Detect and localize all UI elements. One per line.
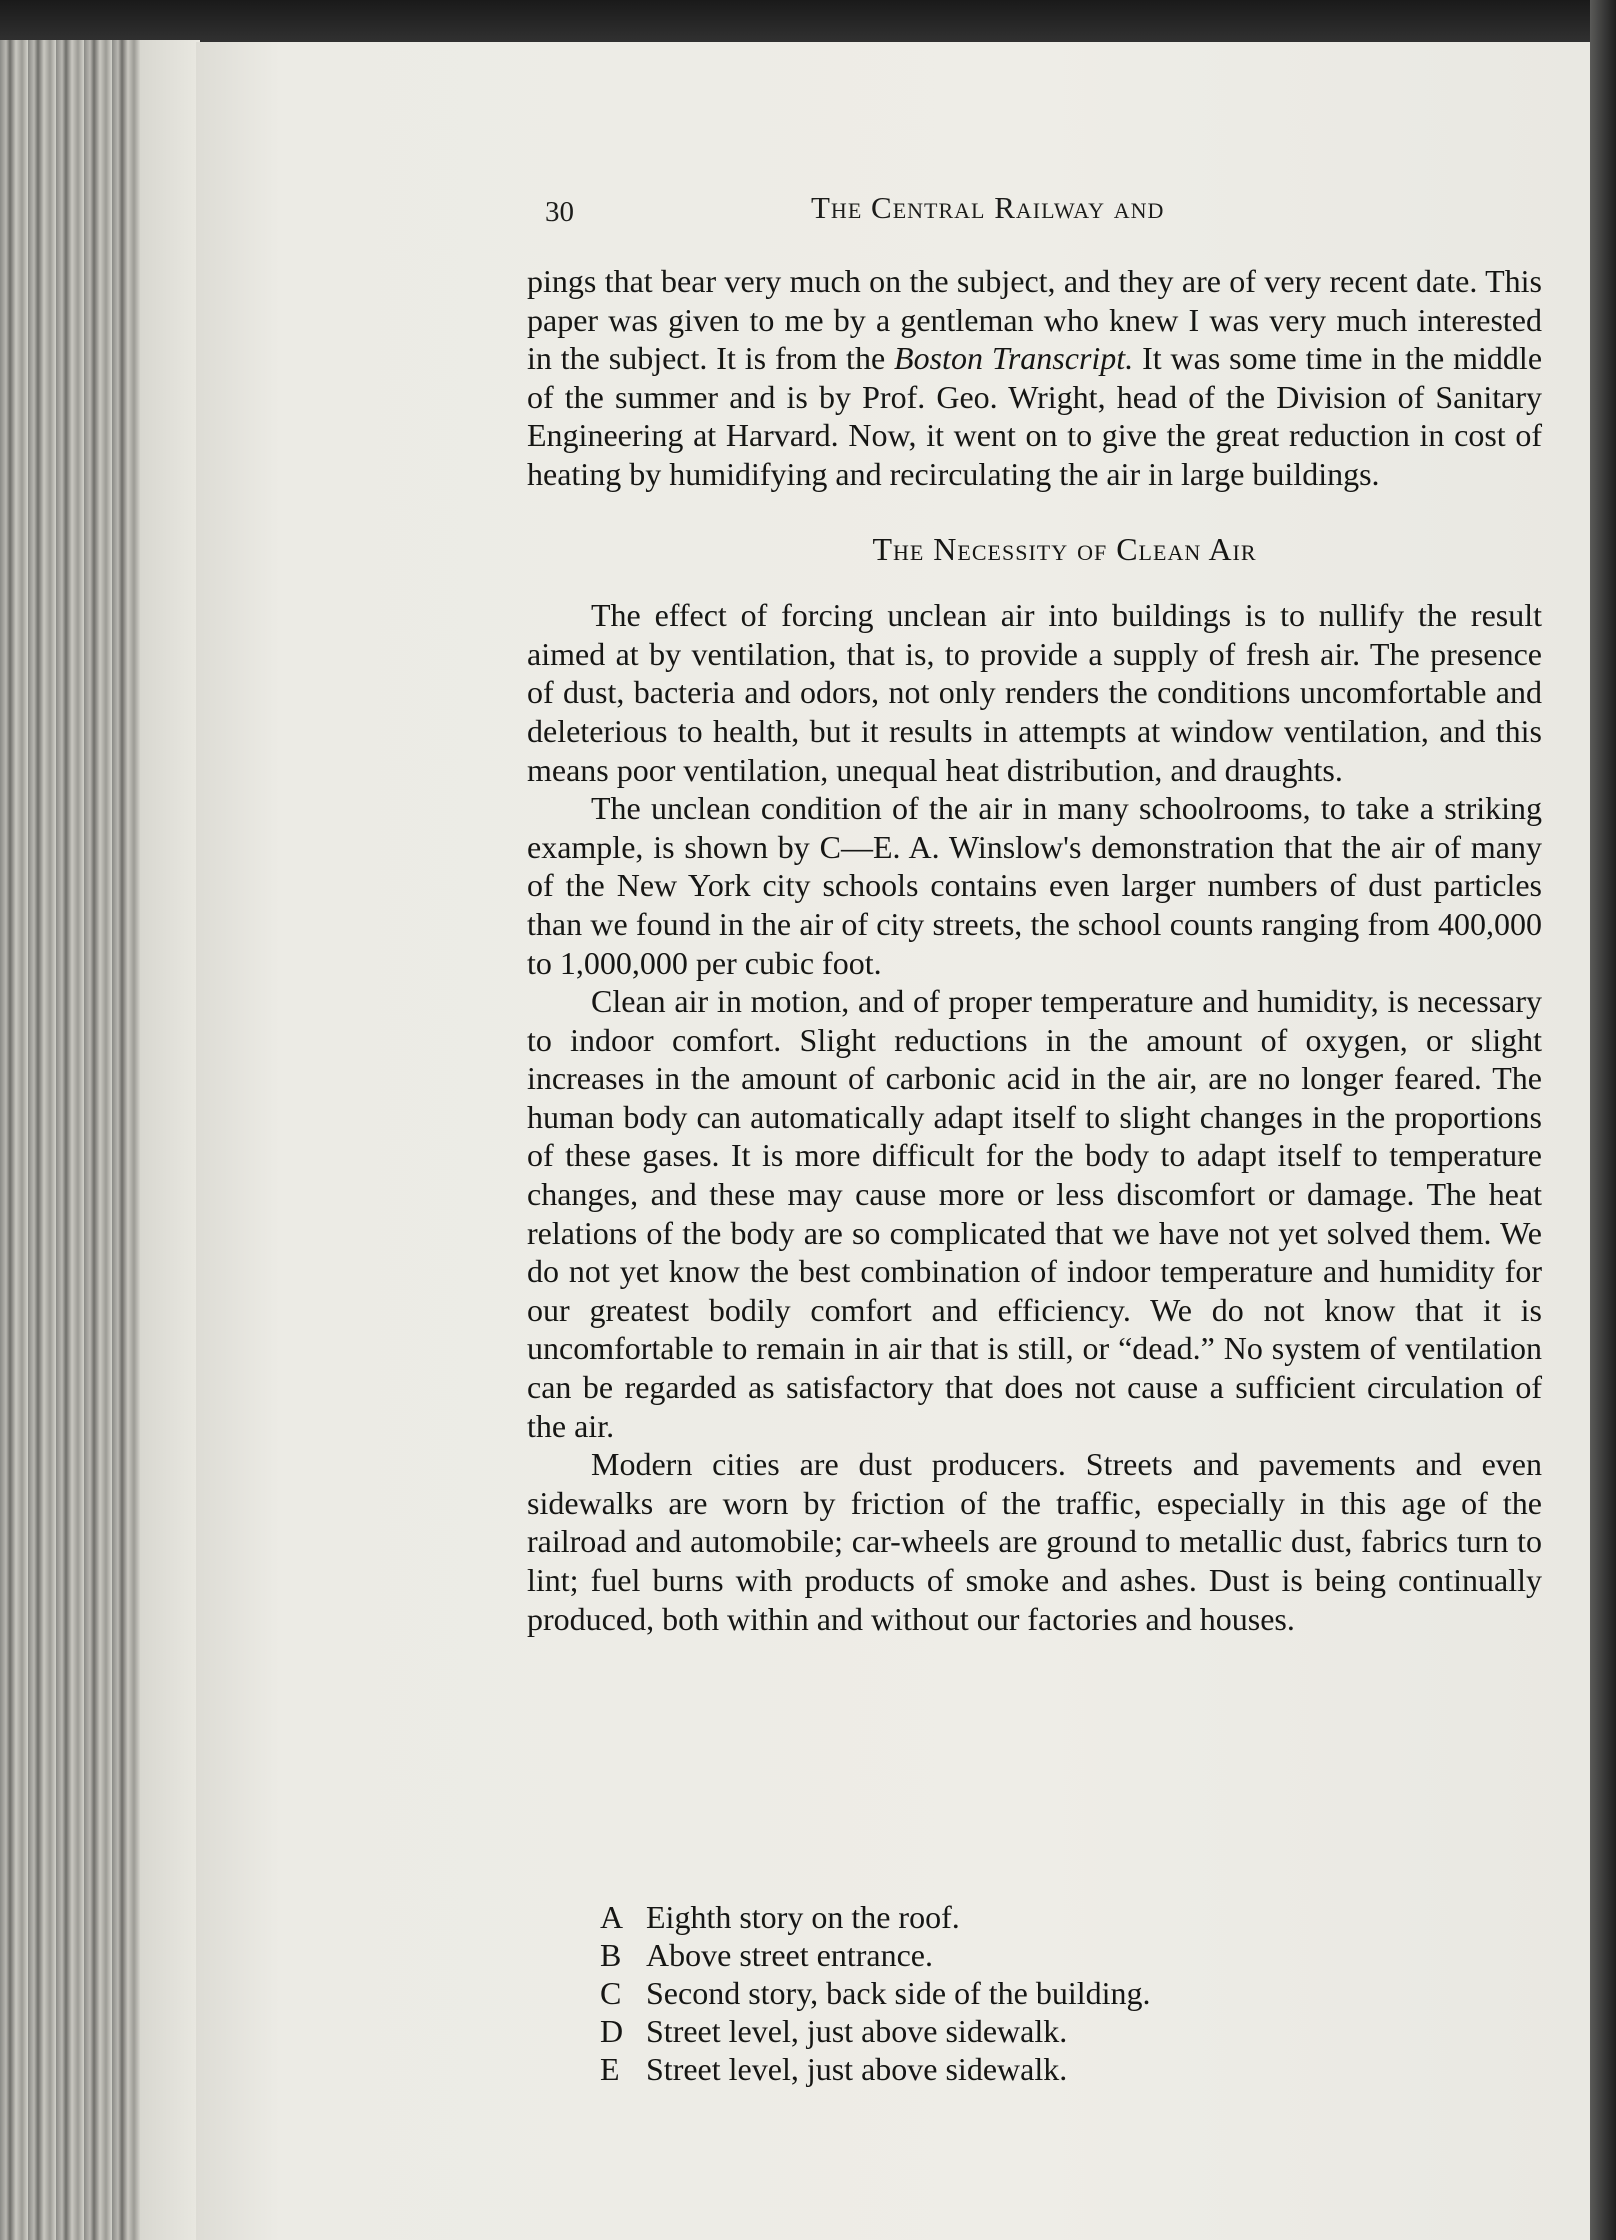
legend-text: Street level, just above sidewalk. [646, 2051, 1068, 2087]
legend-text: Above street entrance. [646, 1937, 933, 1973]
legend-text: Second story, back side of the building. [646, 1975, 1151, 2011]
paragraph-1-text-a: pings that bear very much on the subject, and they are of very recent date. This paper was given to me by a gentleman who knew I was very much interested in the subject. It is from the [527, 263, 1542, 377]
legend-item [600, 2012, 1151, 2050]
legend-letter: C [600, 1975, 622, 2011]
legend-letter: A [600, 1899, 624, 1935]
paragraph-2: The effect of forcing unclean air into buildings is to nullify the result aimed at by ventilation, that is, to provide a supply of fresh air. The presence of dust, bacteria and odors, not only renders the conditions uncomfortable and deleterious to health, but it results in attempts at window ventilation, and this means poor ventilation, unequal heat distribution, and draughts. [527, 597, 1542, 788]
legend-text: Eighth story on the roof. [646, 1899, 960, 1935]
legend-text: Street level, just above sidewalk. [646, 2013, 1068, 2049]
source-title: Boston Transcript. [894, 340, 1134, 377]
legend-item [600, 1898, 1151, 1936]
legend-letter: E [600, 2051, 620, 2087]
scan-border-right [1590, 0, 1616, 2240]
sample-location-legend [600, 1898, 1151, 2088]
legend-item [600, 1936, 1151, 1974]
legend-letter: B [600, 1937, 622, 1973]
section-heading: The Necessity of Clean Air [872, 530, 1257, 567]
running-head [545, 190, 1245, 234]
book-page-edges [0, 40, 200, 2240]
paragraph-1 [527, 262, 1542, 494]
legend-item [600, 1974, 1151, 2012]
paragraph-3: The unclean condition of the air in many schoolrooms, to take a striking example, is shown by C—E. A. Winslow's demonstration that the air of many of the New York city schools contains even larger numbers of dust particles than we found in the air of city streets, the school counts ranging from 400,000 to 1,000,000 per cubic foot. [527, 790, 1542, 981]
paragraph-4: Clean air in motion, and of proper temperature and humidity, is necessary to indoor comfort. Slight reductions in the amount of oxygen, or slight increases in the amount of carbonic acid in the air, are no longer feared. The human body can automatically adapt itself to slight changes in the proportions of these gases. It is more difficult for the body to adapt itself to temperature changes, and these may cause more or less discomfort or damage. The heat relations of the body are so complicated that we have not yet solved them. We do not yet know the best combination of indoor temperature and humidity for our greatest bodily comfort and efficiency. We do not know that it is uncomfortable to remain in air that is still, or “dead.” No system of ventilation can be regarded as satisfactory that does not cause a sufficient circulation of the air. [527, 983, 1542, 1444]
paragraph-1-text-b: It was some time in the middle of the summer and is by Prof. Geo. Wright, head of the Division of Sanitary Engineering at Harvard. Now, it went on to give the great reduction in cost of heating by humidifying and recirculating the air in large buildings. [527, 340, 1543, 492]
running-title: The Central Railway and [811, 190, 1165, 225]
legend-letter: D [600, 2013, 624, 2049]
body-text [527, 262, 1542, 1638]
page-number: 30 [545, 196, 574, 228]
paragraph-5: Modern cities are dust producers. Streets and pavements and even sidewalks are worn by friction of the traffic, especially in this age of the railroad and automobile; car-wheels are ground to metallic dust, fabrics turn to lint; fuel burns with products of smoke and ashes. Dust is being continually produced, both within and without our factories and houses. [527, 1446, 1542, 1637]
legend-item [600, 2050, 1151, 2088]
